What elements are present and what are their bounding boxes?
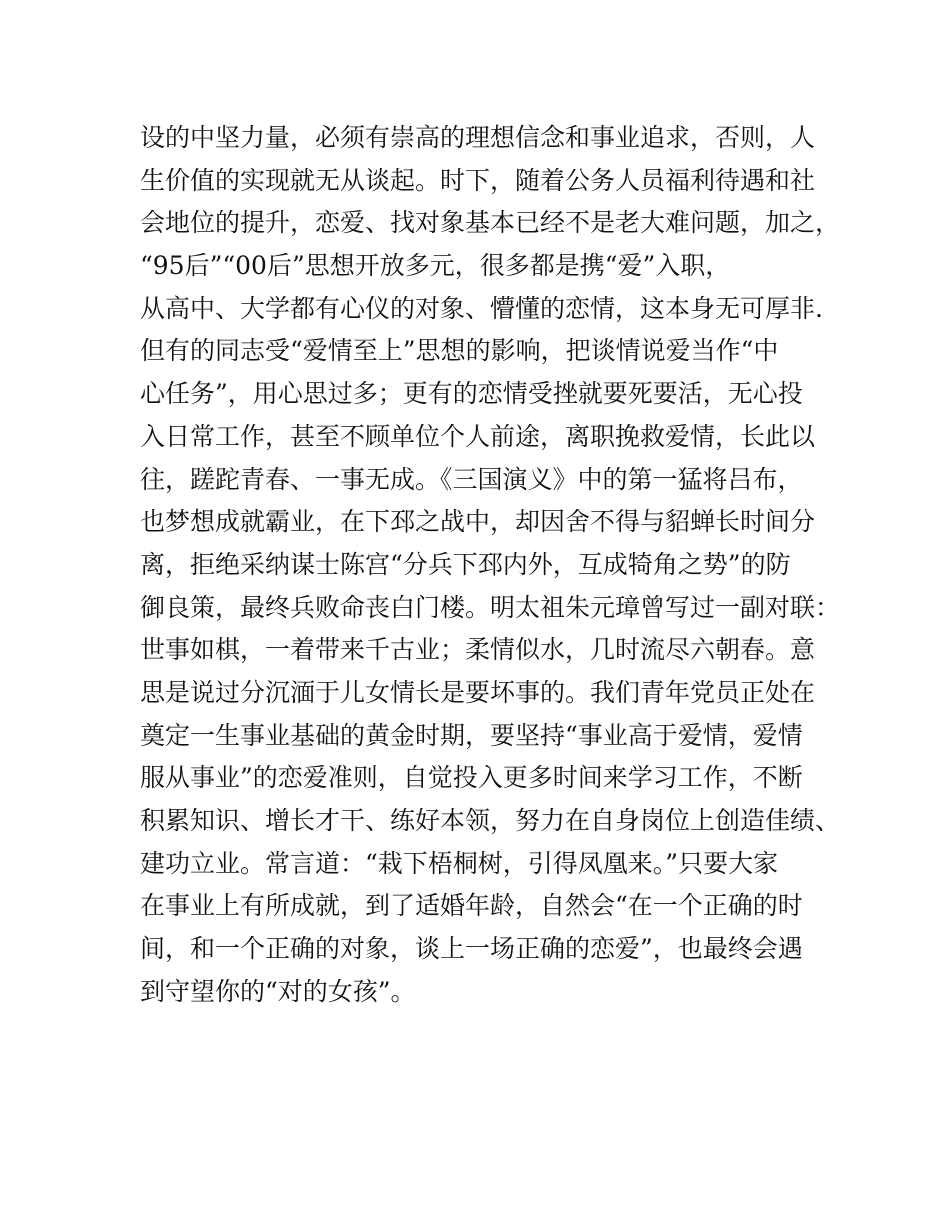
text-line: 御良策，最终兵败命丧白门楼。明太祖朱元璋曾写过一副对联： xyxy=(140,592,841,622)
text-line: 心任务”，用心思过多；更有的恋情受挫就要死要活，无心投 xyxy=(140,379,803,409)
text-line: 奠定一生事业基础的黄金时期，要坚持“事业高于爱情，爱情 xyxy=(140,720,803,750)
text-line: “95后”“00后”思想开放多元，很多都是携“爱”入职， xyxy=(140,251,731,281)
text-line: 在事业上有所成就，到了适婚年龄，自然会“在一个正确的时 xyxy=(140,891,803,921)
text-line: 但有的同志受“爱情至上”思想的影响，把谈情说爱当作“中 xyxy=(140,336,779,366)
text-line: 到守望你的“对的女孩”。 xyxy=(140,976,416,1006)
text-line: 也梦想成就霸业，在下邳之战中，却因舍不得与貂蝉长时间分 xyxy=(140,507,816,537)
text-line: 积累知识、增长才干、练好本领，努力在自身岗位上创造佳绩、 xyxy=(140,806,841,835)
text-line: 往，蹉跎青春、一事无成。《三国演义》中的第一猛将吕布， xyxy=(140,464,803,494)
text-line: 从高中、大学都有心仪的对象、懵懂的恋情，这本身无可厚非. xyxy=(140,293,823,323)
body-paragraph xyxy=(140,117,840,1013)
text-line: 世事如棋，一着带来千古业；柔情似水，几时流尽六朝春。意 xyxy=(140,635,816,665)
text-line: 会地位的提升，恋爱、找对象基本已经不是老大难问题，加之， xyxy=(140,208,841,238)
text-line: 离，拒绝采纳谋士陈宫“分兵下邳内外，互成犄角之势”的防 xyxy=(140,549,791,579)
text-line: 建功立业。常言道：“栽下梧桐树，引得凤凰来。”只要大家 xyxy=(140,848,779,878)
text-line: 入日常工作，甚至不顾单位个人前途，离职挽救爱情，长此以 xyxy=(140,421,816,451)
text-line: 设的中坚力量，必须有崇高的理想信念和事业追求，否则，人 xyxy=(140,123,816,152)
text-line: 思是说过分沉湎于儿女情长是要坏事的。我们青年党员正处在 xyxy=(140,677,816,707)
text-line: 间，和一个正确的对象，谈上一场正确的恋爱”，也最终会遇 xyxy=(140,934,803,964)
text-line: 生价值的实现就无从谈起。时下，随着公务人员福利待遇和社 xyxy=(140,165,816,195)
text-line: 服从事业”的恋爱准则，自觉投入更多时间来学习工作，不断 xyxy=(140,763,803,793)
